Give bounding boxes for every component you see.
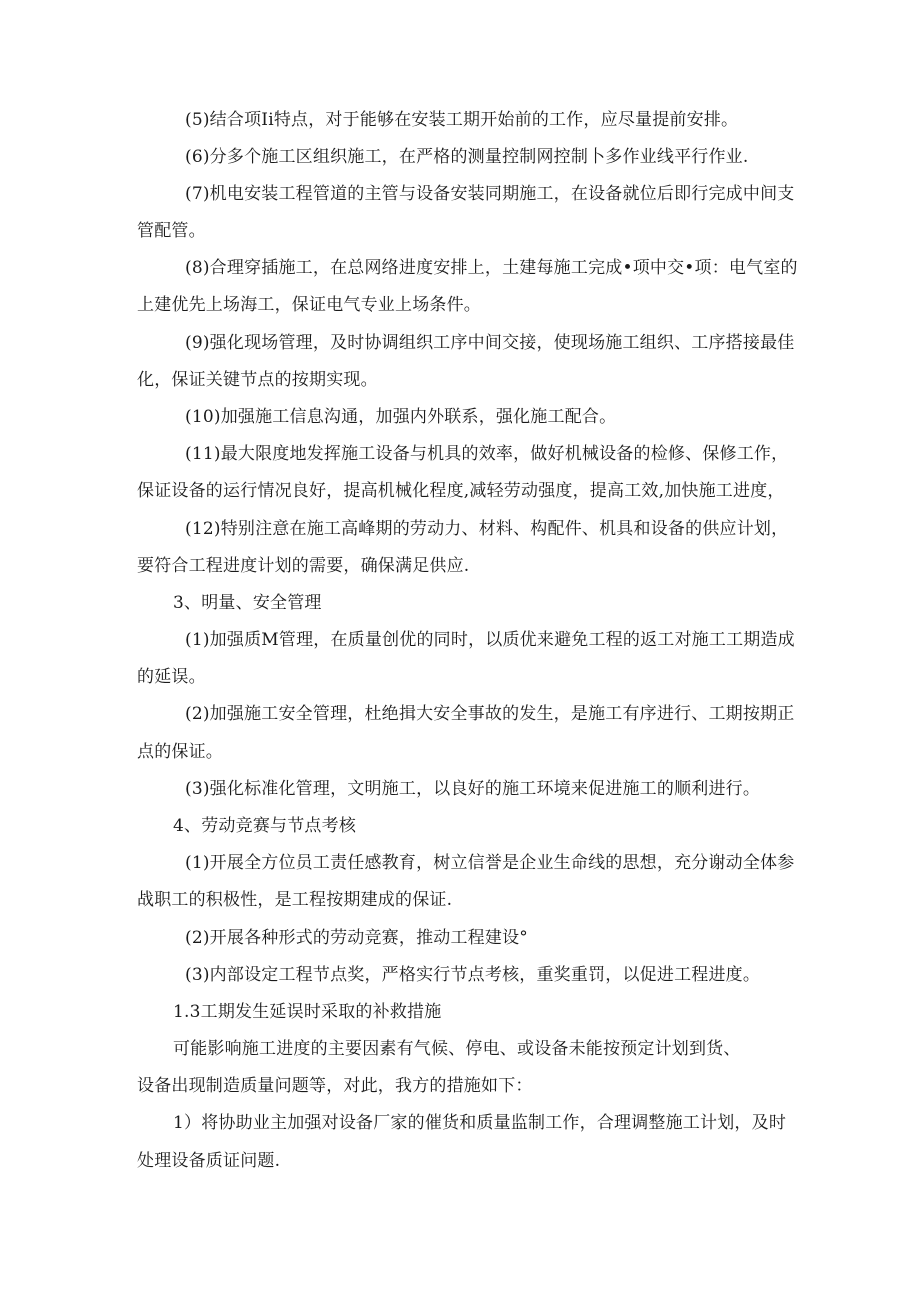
text-line: 可能影响施工进度的主要因素有气候、停电、或设备未能按预定计划到货、 (173, 1039, 741, 1059)
text-line: (12)特别注意在施工高峰期的劳动力、材料、构配件、机具和设备的供应计划， (185, 519, 789, 539)
text-line: 设备出现制造质量问题等，对此，我方的措施如下： (137, 1076, 533, 1096)
section-heading: 4、劳动竞赛与节点考核 (173, 816, 357, 836)
text-line: 管配管。 (137, 221, 206, 241)
text-line: (9)强化现场管理，及时协调组织工序中间交接，使现场施工组织、工序搭接最佳 (185, 333, 795, 353)
text-line: (5)结合项Ii特点，对于能够在安装工期开始前的工作，应尽量提前安排。 (185, 110, 739, 130)
text-line: 点的保证。 (137, 742, 223, 762)
text-line: (3)强化标准化管理，文明施工，以良好的施工环境来促进施工的顺利进行。 (185, 779, 761, 799)
text-line: (3)内部设定工程节点奖，严格实行节点考核，重奖重罚，以促进工程进度。 (185, 965, 761, 985)
text-line: 战职工的积极性，是工程按期建成的保证. (137, 890, 453, 910)
text-line: 处理设备质证问题. (137, 1151, 281, 1171)
text-line: (2)开展各种形式的劳动竞赛，推动工程建设° (185, 928, 528, 948)
text-line: 上建优先上场海工，保证电气专业上场条件。 (137, 295, 481, 315)
text-line: (10)加强施工信息沟通，加强内外联系，强化施工配合。 (185, 407, 617, 427)
section-heading: 3、明量、安全管理 (173, 593, 322, 613)
text-line: (1)加强质M管理，在质量创优的同时，以质优来避免工程的返工对施工工期造成 (185, 630, 795, 650)
text-line: (11)最大限度地发挥施工设备与机具的效率，做好机械设备的检修、保修工作， (185, 444, 789, 464)
text-line: (7)机电安装工程管道的主管与设备安装同期施工，在设备就位后即行完成中间支 (185, 184, 795, 204)
text-line: (1)开展全方位员工责任感教育，树立信誉是企业生命线的思想，充分谢动全体参 (185, 853, 795, 873)
section-heading: 1.3工期发生延误时采取的补救措施 (173, 1002, 442, 1022)
text-line: (2)加强施工安全管理，杜绝揖大安全事故的发生，是施工有序进行、工期按期正 (185, 704, 795, 724)
text-line: 1）将协助业主加强对设备厂家的催货和质量监制工作，合理调整施工计划，及时 (173, 1113, 787, 1133)
text-line: 的延误。 (137, 667, 206, 687)
text-line: (8)合理穿插施工，在总网络进度安排上，土建每施工完成•项中交•项：电气室的 (185, 258, 798, 278)
text-line: 化，保证关键节点的按期实现。 (137, 370, 378, 390)
text-line: (6)分多个施工区组织施工，在严格的测量控制网控制卜多作业线平行作业. (185, 147, 749, 167)
text-line: 保证设备的运行情况良好，提高机械化程度,减轻劳动强度，提高工效,加快施工进度， (137, 481, 785, 501)
text-line: 要符合工程进度计划的需要，确保满足供应. (137, 556, 470, 576)
